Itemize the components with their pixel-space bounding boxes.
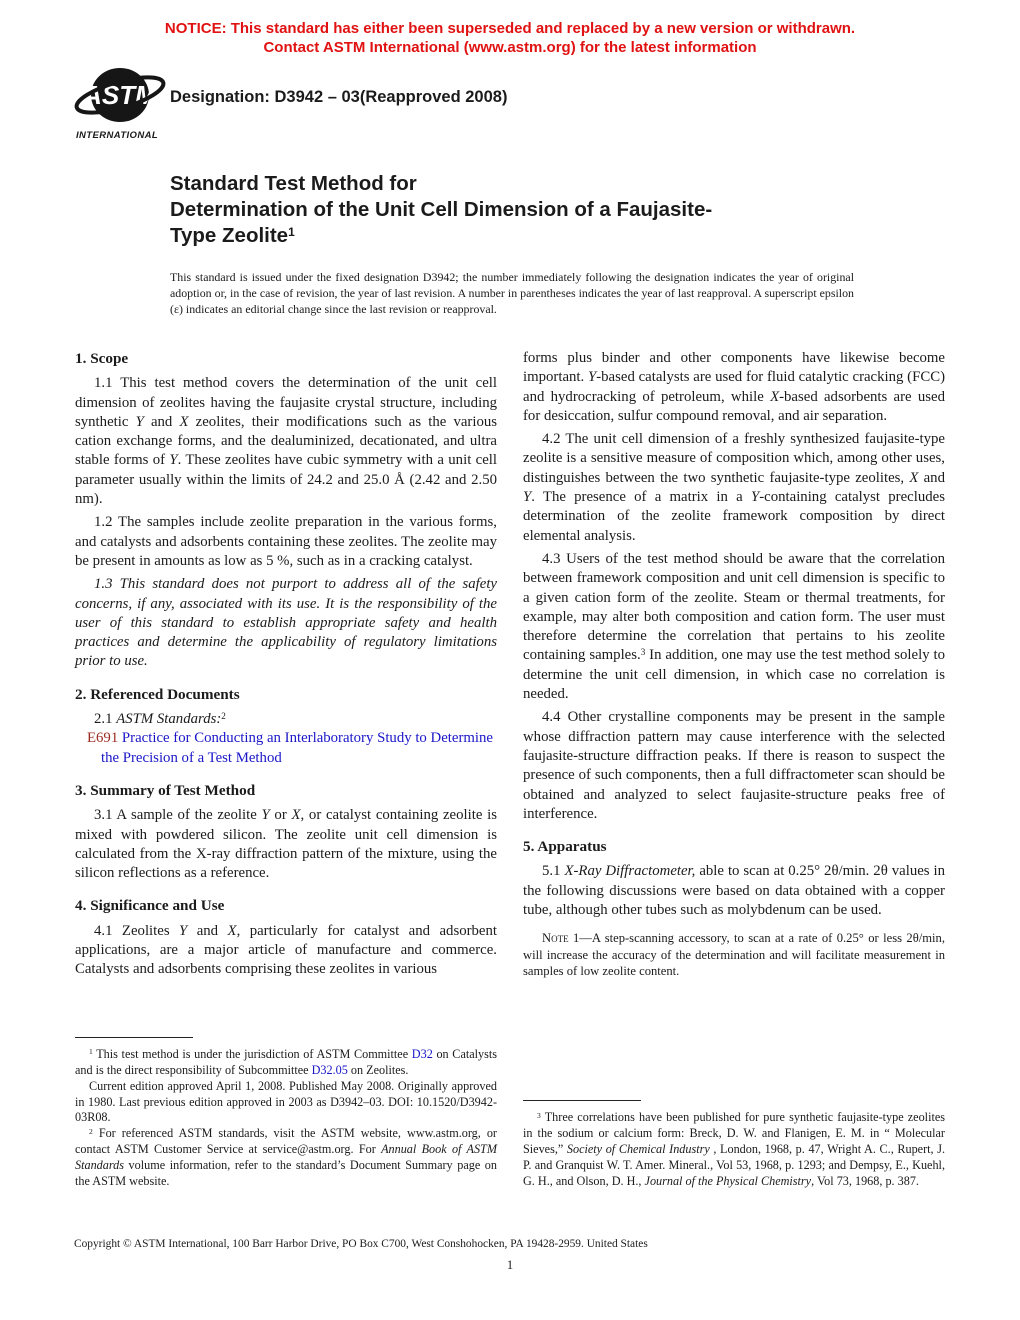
paragraph	[75, 513, 497, 571]
title-footnote-ref: 1	[288, 225, 295, 239]
text-run: 3.1 A sample of the zeolite	[94, 807, 262, 824]
superscript-ref: 1	[89, 1047, 93, 1057]
paragraph	[75, 374, 497, 509]
text-run: X	[291, 807, 301, 824]
text-run: , particularly for catalyst and adsorbent applications, are a major article of manufacture and commerce. Catalysts and adsorbents comprising these zeolites in various	[75, 922, 498, 978]
column-left-content	[75, 349, 497, 980]
text-run: volume information, refer to the standard’s Document Summary page on the ASTM website.	[75, 1158, 497, 1189]
reference-link[interactable]: D32.05	[311, 1062, 348, 1077]
text-run: For referenced ASTM standards, visit the ASTM website, www.astm.org, or contact ASTM Customer Service at service@astm.org. For	[75, 1126, 497, 1157]
footnote-separator	[75, 1037, 193, 1038]
text-run: -containing catalyst precludes determination of the zeolite framework composition by direct elemental analysis.	[523, 489, 945, 544]
text-run: Three correlations have been published for pure synthetic faujasite-type zeolites in the sodium or calcium form: Breck, D. W. and Flanigen, E. M. in “ Molecular Sieves,”	[523, 1110, 945, 1157]
text-run: 4.3 Users of the test method should be aware that the correlation between framework composition and unit cell dimension is specific to a given cation form of the zeolite. Steam or thermal treatments, for example, may alter both composition and cation form. The user must therefore determine the correlation that pertains to his zeolite containing samples.	[523, 550, 945, 664]
footnote-separator	[523, 1100, 641, 1101]
superscript-ref: 3	[640, 647, 646, 658]
text-run: Y	[135, 413, 144, 430]
text-run: 4.2 The unit cell dimension of a freshly synthesized faujasite-type zeolite is a sensitive measure of composition which, among other uses, distinguishes between the two synthetic faujasite-type zeolites,	[523, 431, 945, 486]
title-line-3-text: Type Zeolite	[170, 224, 289, 247]
paragraph	[523, 862, 945, 920]
text-run: 2.1	[94, 711, 117, 728]
superscript-ref: 2	[89, 1126, 93, 1136]
text-run: X-Ray Diffractometer,	[564, 863, 696, 880]
text-run: , or catalyst containing zeolite is mixed with powdered silicon. The zeolite unit cell dimension is calculated from the X-ray diffraction pattern of the mixture, using the silicon reflections as a reference.	[75, 807, 497, 882]
text-run: . The presence of a matrix in a	[531, 489, 751, 506]
astm-logo	[70, 66, 170, 141]
text-run: and	[918, 469, 945, 486]
text-run: 4.4 Other crystalline components may be present in the sample whose diffraction pattern may cause interference with the selected faujasite-structure diffraction peaks. If there is reason to suspect the presence of such components, then a full diffractometer scan should be obtained and analyzed to select faujasite-structure peaks free of interference.	[523, 709, 945, 822]
footnote	[75, 1079, 497, 1127]
paragraph	[523, 708, 945, 824]
section-heading: 2. Referenced Documents	[75, 685, 240, 703]
text-run: 1.2 The samples include zeolite preparation in the various forms, and catalysts and adsorbents containing these zeolites. The zeolite may be present in amounts as low as 5 %, such as in a cracking catalyst.	[75, 514, 497, 569]
text-run: This test method is under the jurisdiction of ASTM Committee	[92, 1046, 412, 1061]
astm-logo-text: ASTM	[83, 80, 157, 110]
superscript-ref: 2	[221, 710, 226, 721]
paragraph	[523, 550, 945, 704]
footnotes-right-content	[523, 1110, 945, 1190]
text-run: Society of Chemical Industry	[566, 1142, 710, 1157]
section-heading: 1. Scope	[75, 350, 129, 367]
text-run: Y	[523, 489, 532, 506]
footnote	[523, 1110, 945, 1190]
text-run: ASTM Standards:	[116, 711, 222, 728]
astm-globe-icon	[72, 66, 168, 128]
footnote	[75, 1047, 497, 1079]
paragraph	[523, 349, 945, 426]
text-run: Y	[179, 922, 188, 939]
astm-logo-subtext: INTERNATIONAL	[76, 130, 159, 141]
reference-link[interactable]: D32	[411, 1046, 433, 1061]
title-line-3	[170, 223, 712, 249]
text-run: X	[909, 469, 919, 486]
footnotes-right	[523, 1100, 945, 1190]
page-number: 1	[506, 1258, 514, 1272]
text-run: A step-scanning accessory, to scan at a rate of 0.25° or less 2θ/min, will increase the accuracy of the determination and will facilitate measurement in samples of low zeolite content.	[523, 931, 945, 978]
text-run: In addition, one may use the test method solely to determine the unit cell dimension, in which case no correlation is needed.	[523, 647, 945, 703]
text-run: Note 1—	[542, 931, 592, 946]
text-run: Journal of the Physical Chemistry	[644, 1174, 812, 1189]
text-run: on Catalysts and is the direct responsibility of Subcommittee	[75, 1046, 497, 1077]
notice-line-1: NOTICE: This standard has either been superseded and replaced by a new version or withdrawn.	[164, 20, 856, 37]
text-run: Y	[169, 452, 178, 469]
section-heading: 4. Significance and Use	[75, 897, 225, 915]
standard-designation-link[interactable]: E691	[87, 730, 119, 747]
text-run: Y	[587, 369, 597, 386]
supersession-notice	[0, 20, 1020, 57]
text-run: on Zeolites.	[347, 1062, 409, 1077]
text-run: or	[269, 807, 292, 824]
paragraph	[75, 806, 497, 883]
paragraph	[75, 710, 497, 729]
section-heading: 3. Summary of Test Method	[75, 781, 256, 799]
text-run: X	[179, 413, 189, 430]
document-title	[170, 171, 712, 249]
text-run: -based catalysts are used for fluid catalytic cracking (FCC) and hydrocracking of petroleum, while	[523, 369, 946, 405]
designation: Designation: D3942 – 03(Reapproved 2008)	[170, 88, 508, 106]
text-run: X	[227, 922, 237, 939]
copyright-line: Copyright © ASTM International, 100 Barr Harbor Drive, PO Box C700, West Conshohocken, PA 19428-2959. United States	[74, 1238, 648, 1250]
text-run: 4.1 Zeolites	[94, 922, 180, 939]
paragraph	[87, 729, 497, 768]
text-run: able to scan at 0.25° 2θ/min. 2θ values in the following discussions were based on data obtained with a copper tube, although other tubes such as molybdenum can be used.	[523, 863, 946, 919]
note-paragraph	[523, 930, 945, 979]
text-run: 1.1 This test method covers the determination of the unit cell dimension of zeolites having the faujasite crystal structure, including synthetic	[75, 375, 497, 430]
column-right	[523, 349, 945, 1190]
footnotes-left-content	[75, 1047, 497, 1190]
title-line-2: Determination of the Unit Cell Dimension of a Faujasite-	[170, 198, 713, 221]
paragraph	[75, 575, 497, 671]
text-run: zeolites, their modifications such as the various cation exchange forms, and the dealuminized, decationated, and ultra stable forms of	[75, 413, 498, 469]
superscript-ref: 3	[537, 1111, 541, 1121]
reference-link[interactable]: Practice for Conducting an Interlaboratory Study to Determine the Precision of a Test Method	[101, 730, 493, 766]
body-columns	[75, 349, 945, 1190]
text-run: 5.1	[542, 863, 565, 880]
notice-line-2: Contact ASTM International (www.astm.org) for the latest information	[263, 38, 757, 56]
paragraph	[523, 430, 945, 546]
text-run: Current edition approved April 1, 2008. Published May 2008. Originally approved in 1980. Last previous edition approved in 2003 as D3942–03. DOI: 10.1520/D3942-03R08.	[75, 1078, 497, 1125]
text-run: Annual Book of ASTM Standards	[75, 1142, 497, 1173]
text-run: and	[187, 922, 228, 939]
issuance-note: This standard is issued under the fixed designation D3942; the number immediately following the designation indicates the year of original adoption or, in the case of revision, the year of last revision. A number in parentheses indicates the year of last reapproval. A superscript epsilon (ε) indicates an editorial change since the last revision or reapproval.	[170, 270, 854, 316]
text-run: X	[770, 388, 780, 405]
text-run: 1.3 This standard does not purport to address all of the safety concerns, if any, associated with its use. It is the responsibility of the user of this standard to establish appropriate safety and health practices and determine the applicability of regulatory limitations prior to use.	[75, 576, 497, 670]
text-run: -based adsorbents are used for desiccation, sulfur compound removal, and air separation.	[523, 388, 945, 424]
column-right-content	[523, 349, 945, 979]
footnotes-left	[75, 1037, 497, 1190]
text-run: Y	[261, 807, 270, 824]
section-heading: 5. Apparatus	[523, 838, 607, 856]
text-run: forms plus binder and other components have likewise become important.	[523, 350, 945, 386]
text-run: and	[143, 413, 180, 430]
text-run: . These zeolites have cubic symmetry with a unit cell parameter usually within the limits of 24.2 and 25.0 Å (2.42 and 2.50 nm).	[75, 452, 497, 508]
text-run: Y	[750, 489, 760, 506]
footnote	[75, 1126, 497, 1190]
title-line-1: Standard Test Method for	[170, 172, 417, 195]
paragraph	[75, 922, 497, 980]
text-run: , Vol 73, 1968, p. 387.	[811, 1174, 919, 1189]
column-left	[75, 349, 497, 1190]
text-run: , London, 1968, p. 47, Wright A. C., Rupert, J. P. and Granquist W. T. Amer. Mineral., Vol 53, 1968, p. 1293; and Dempsy, E., Kuehl, G. H., and Olson, D. H.,	[523, 1142, 945, 1189]
